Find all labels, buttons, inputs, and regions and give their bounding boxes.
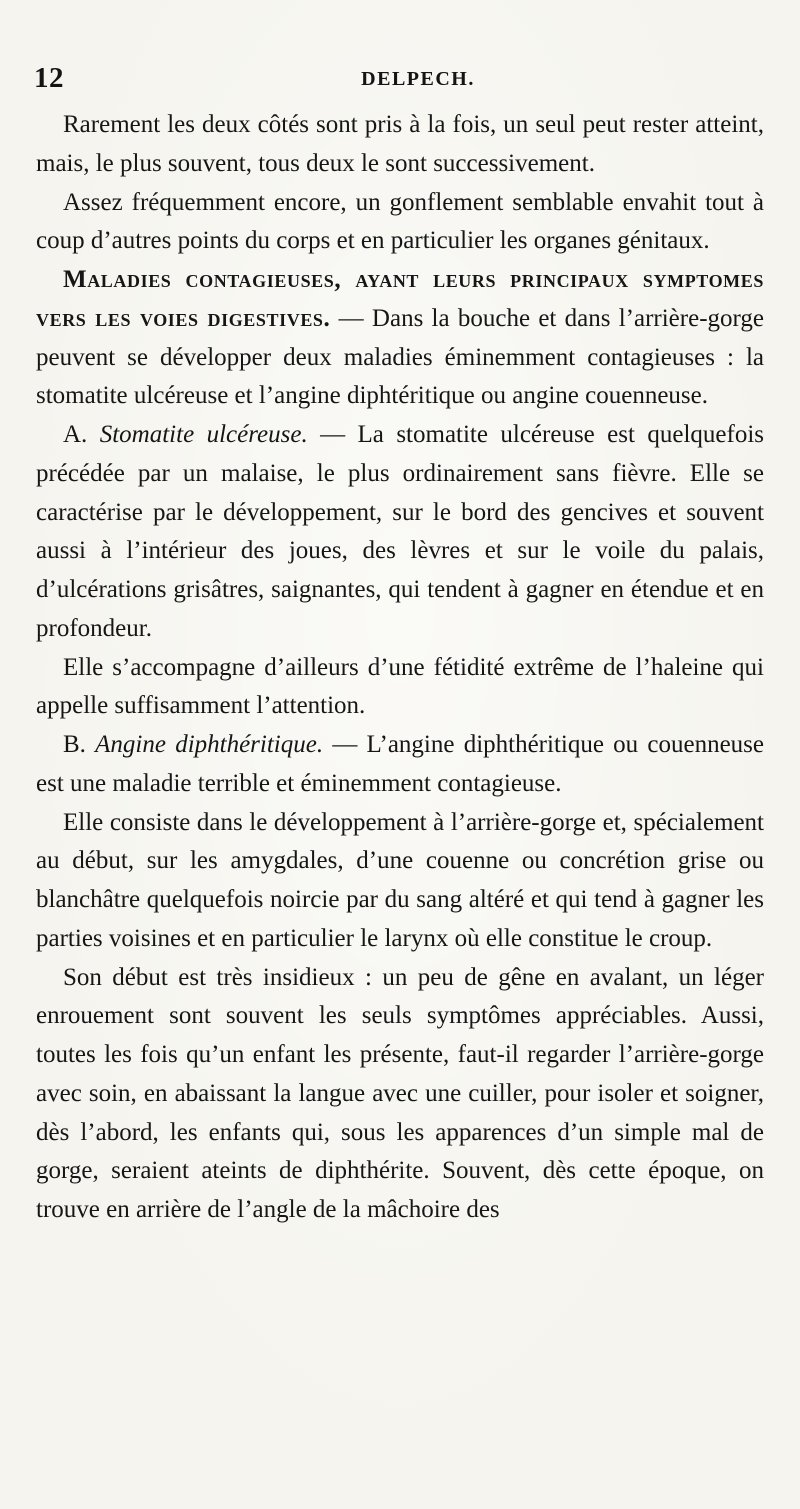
page-number: 12	[34, 62, 64, 94]
paragraph-text: Elle s’accompagne d’ailleurs d’une fétidité extrême de l’haleine qui appelle suffisamment l’attention.	[36, 653, 764, 720]
paragraph-maladies-contagieuses	[36, 261, 764, 416]
paragraph-text: Elle consiste dans le développement à l’arrière-gorge et, spécialement au début, sur les amygdales, d’une couenne ou concrétion grise ou blanchâtre quelquefois noircie par du sang altéré et qui tend à gagner les parties voisines et en particulier le larynx où elle constitue le croup.	[36, 808, 764, 952]
paragraph-text: Son début est très insidieux : un peu de gêne en avalant, un léger enrouement sont souvent les seuls symptômes appréciables. Aussi, toutes les fois qu’un enfant les présente, faut-il regarder l’arrière-gorge avec soin, en abaissant la langue avec une cuiller, pour isoler et soigner, dès l’abord, les enfants qui, sous les apparences d’un simple mal de gorge, seraient ateints de diphthérite. Souvent, dès cette époque, on trouve en arrière de l’angle de la mâchoire des	[36, 963, 764, 1223]
paragraph-angine	[36, 726, 764, 804]
paragraph-text: Rarement les deux côtés sont pris à la fois, un seul peut rester atteint, mais, le plus souvent, tous deux le sont successivement.	[36, 111, 764, 177]
paragraph-text: — Dans la bouche et dans l’arrière-gorge peuvent se développer deux maladies éminemment contagieuses : la stomatite ulcéreuse et l’angine diphtéritique ou angine couenneuse.	[36, 304, 764, 410]
paragraph-text: — La stomatite ulcéreuse est quelquefois précédée par un malaise, le plus ordinairement sans fièvre. Elle se caractérise par le développement, sur le bord des gencives et souvent aussi à l’intérieur des joues, des lèvres et sur le voile du palais, d’ulcérations grisâtres, saignantes, qui tendent à gagner en étendue et en profondeur.	[36, 421, 765, 642]
paragraph-gonflement	[36, 184, 764, 262]
running-head: DELPECH.	[361, 68, 475, 90]
section-marker: A.	[63, 421, 100, 448]
section-marker: B.	[63, 731, 96, 758]
section-heading: Maladies contagieuses, ayant leurs principaux symptomes vers les voies digestives.	[36, 266, 764, 332]
paragraph-cotes	[36, 106, 764, 184]
paragraph-text: — L’angine diphthéritique ou couenneuse est une maladie terrible et éminemment contagieuse.	[36, 731, 764, 797]
page-header	[34, 60, 762, 100]
paragraph-debut	[36, 959, 764, 1230]
paragraph-couenne	[36, 804, 764, 959]
subsection-heading: Angine diphthéritique.	[95, 731, 324, 758]
body-text	[36, 106, 764, 1230]
subsection-heading: Stomatite ulcéreuse.	[99, 421, 308, 448]
paragraph-fetidite	[36, 649, 764, 727]
paragraph-stomatite	[36, 416, 764, 649]
paragraph-text: Assez fréquemment encore, un gonflement semblable envahit tout à coup d’autres points du corps et en particulier les organes génitaux.	[36, 188, 764, 255]
